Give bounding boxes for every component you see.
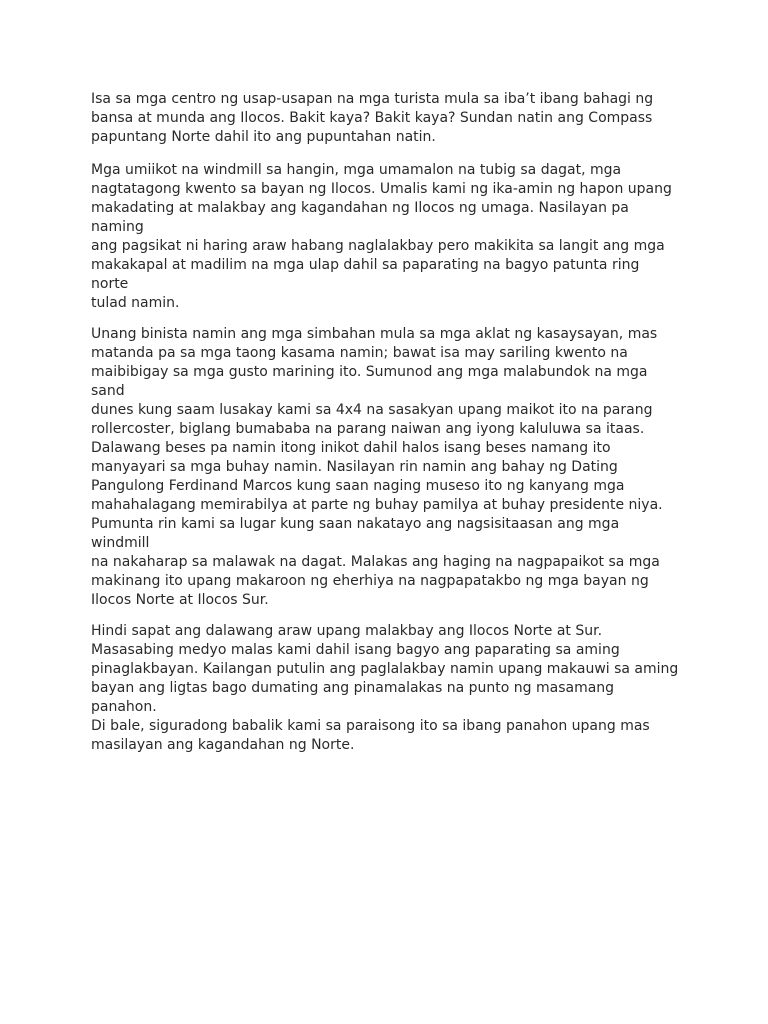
paragraph-sights: Unang binista namin ang mga simbahan mula sa mga aklat ng kasaysayan, mas matanda pa sa mga taong kasama namin; bawat isa may sariling kwento na maibibigay sa mga gusto marining ito. Sumunod ang mga malabundok na mga sand dunes kung saam lusakay kami sa 4x4 na sasakyan upang maikot ito na parang rollercoster, biglang bumababa na parang naiwan ang iyong kaluluwa sa itaas. Dalawang beses pa namin itong inikot dahil halos isang beses namang ito manyayari sa mga buhay namin. Nasilayan rin namin ang bahay ng Dating Pangulong Ferdinand Marcos kung saan naging museso ito ng kanyang mga mahahalagang memirabilya at parte ng buhay pamilya at buhay presidente niya. Pumunta rin kami sa lugar kung saan nakatayo ang nagsisitaasan ang mga windmill na nakaharap sa malawak na dagat. Malakas ang haging na nagpapaikot sa mga makinang ito upang makaroon ng eherhiya na nagpapatakbo ng mga bayan ng Ilocos Norte at Ilocos Sur. (91, 326, 663, 608)
document-body (91, 90, 681, 767)
paragraph-journey: Mga umiikot na windmill sa hangin, mga umamalon na tubig sa dagat, mga nagtatagong kwento sa bayan ng Ilocos. Umalis kami ng ika-amin ng hapon upang makadating at malakbay ang kagandahan ng Ilocos ng umaga. Nasilayan pa naming ang pagsikat ni haring araw habang naglalakbay pero makikita sa langit ang mga makakapal at madilim na mga ulap dahil sa paparating na bagyo patunta ring norte tulad namin. (91, 162, 672, 311)
paragraph-intro: Isa sa mga centro ng usap-usapan na mga turista mula sa iba’t ibang bahagi ng bansa at munda ang Ilocos. Bakit kaya? Bakit kaya? Sundan natin ang Compass papuntang Norte dahil ito ang pupuntahan natin. (91, 91, 654, 145)
paragraph-conclusion: Hindi sapat ang dalawang araw upang malakbay ang Ilocos Norte at Sur. Masasabing medyo malas kami dahil isang bagyo ang paparating sa aming pinaglakbayan. Kailangan putulin ang paglalakbay namin upang makauwi sa aming bayan ang ligtas bago dumating ang pinamalakas na punto ng masamang panahon. Di bale, siguradong babalik kami sa paraisong ito sa ibang panahon upang mas masilayan ang kagandahan ng Norte. (91, 623, 679, 753)
